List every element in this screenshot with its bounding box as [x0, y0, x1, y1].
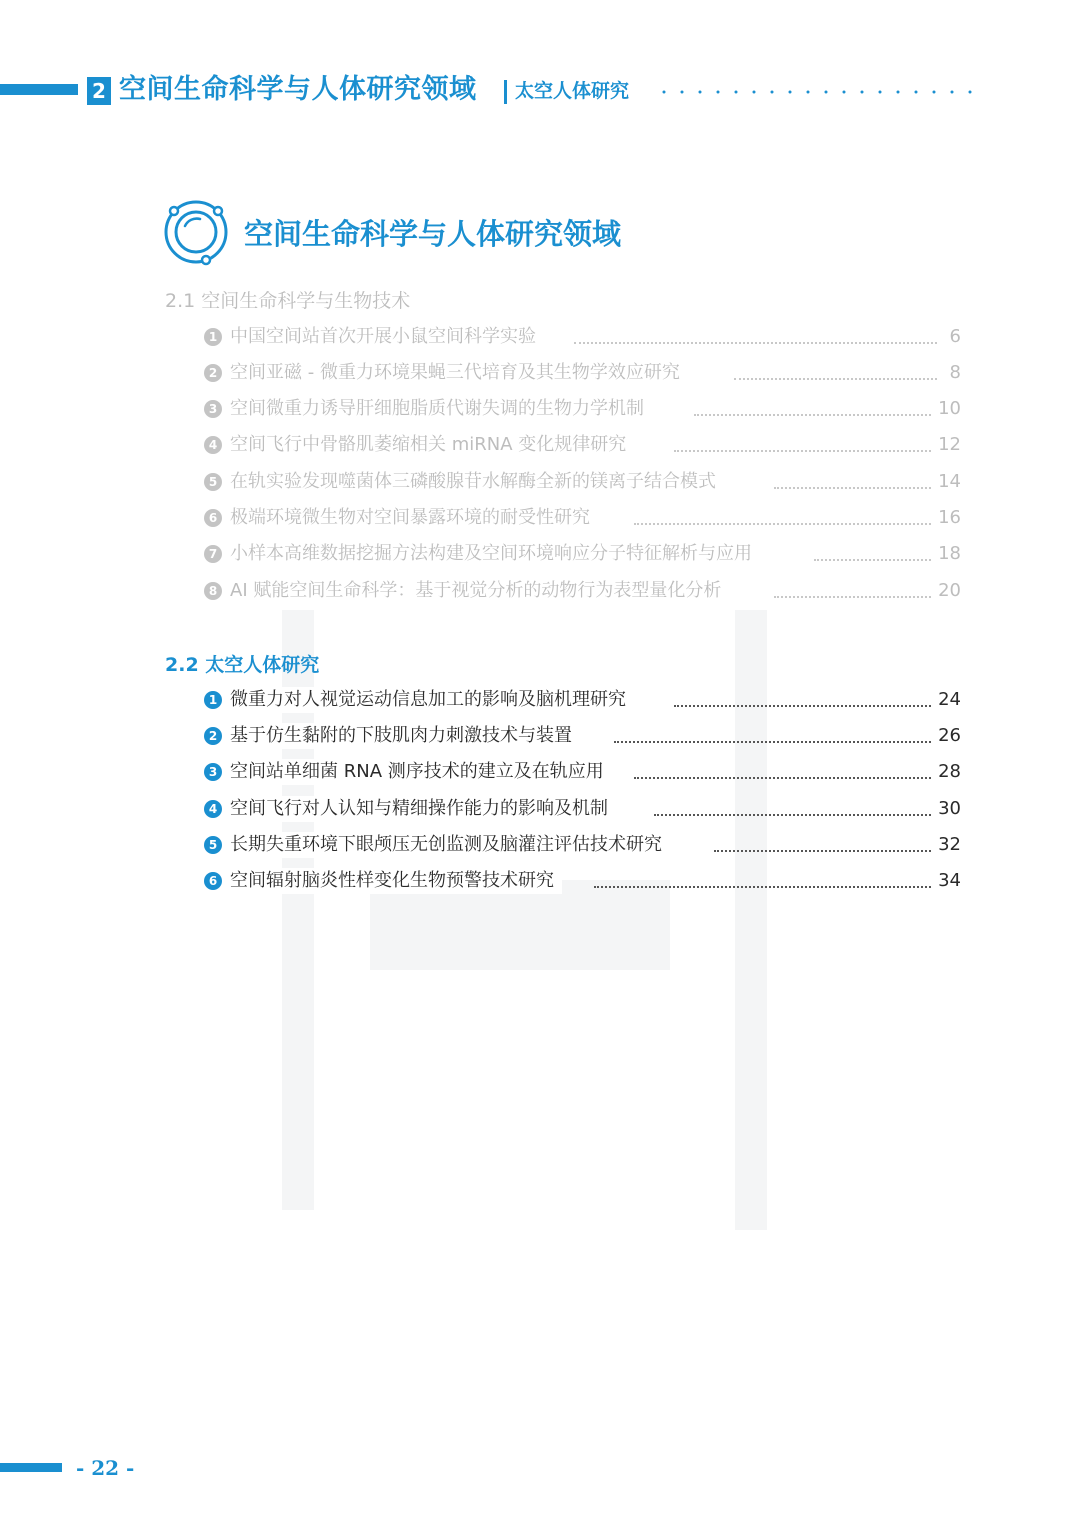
- dotted-leader: [694, 414, 931, 416]
- dotted-leader: [634, 777, 931, 779]
- toc-entry-number: 1: [204, 328, 222, 346]
- toc-entry-label: 空间飞行对人认知与精细操作能力的影响及机制: [230, 796, 616, 822]
- toc-entry-label: 长期失重环境下眼颅压无创监测及脑灌注评估技术研究: [230, 832, 670, 858]
- toc-entry-label: 中国空间站首次开展小鼠空间科学实验: [230, 324, 544, 350]
- chapter-title: 空间生命科学与人体研究领域: [119, 74, 477, 105]
- toc-entry[interactable]: [204, 723, 961, 749]
- toc-entry-label: 小样本高维数据挖掘方法构建及空间环境响应分子特征解析与应用: [230, 541, 760, 567]
- dotted-leader: [594, 886, 931, 888]
- dotted-leader: [634, 523, 931, 525]
- toc-entry-label: 空间亚磁 - 微重力环境果蝇三代培育及其生物学效应研究: [230, 360, 688, 386]
- toc-entry-page: 32: [936, 832, 961, 858]
- toc-entry-page: 8: [948, 360, 961, 386]
- dotted-leader: [774, 596, 931, 598]
- toc-entry-number: 7: [204, 545, 222, 563]
- chapter-number-badge: 2: [87, 77, 111, 105]
- toc-entry-number: 6: [204, 509, 222, 527]
- toc-entry-number: 3: [204, 763, 222, 781]
- toc-entry[interactable]: [204, 505, 961, 531]
- toc-entry[interactable]: [204, 796, 961, 822]
- toc-entry[interactable]: [204, 432, 961, 458]
- toc-entry-label: 空间站单细菌 RNA 测序技术的建立及在轨应用: [230, 759, 612, 785]
- toc-entry-number: 6: [204, 872, 222, 890]
- dotted-leader: [574, 342, 937, 344]
- toc-entry-label: 空间辐射脑炎性样变化生物预警技术研究: [230, 868, 562, 894]
- toc-entry[interactable]: [204, 868, 961, 894]
- orbit-circle-icon: [160, 196, 232, 268]
- toc-entry-page: 28: [936, 759, 961, 785]
- toc-entry-label: AI 赋能空间生命科学：基于视觉分析的动物行为表型量化分析: [230, 578, 729, 604]
- toc-entry[interactable]: [204, 360, 961, 386]
- toc-entry-number: 5: [204, 836, 222, 854]
- toc-entry-number: 1: [204, 691, 222, 709]
- toc-entry-page: 26: [936, 723, 961, 749]
- toc-entry-page: 34: [936, 868, 961, 894]
- dotted-leader: [734, 378, 937, 380]
- toc-group-title[interactable]: 2.2 太空人体研究: [165, 654, 320, 676]
- toc-entry-page: 20: [936, 578, 961, 604]
- header-dotted-line: [660, 88, 990, 96]
- toc-entry[interactable]: [204, 396, 961, 422]
- dotted-leader: [674, 705, 931, 707]
- toc-entry-number: 2: [204, 727, 222, 745]
- dotted-leader: [614, 741, 931, 743]
- toc-group-title[interactable]: 2.1 空间生命科学与生物技术: [165, 290, 411, 312]
- footer-accent-bar: [0, 1463, 62, 1472]
- toc-entry-label: 空间飞行中骨骼肌萎缩相关 miRNA 变化规律研究: [230, 432, 634, 458]
- toc-entry[interactable]: [204, 469, 961, 495]
- toc-entry-page: 14: [936, 469, 961, 495]
- toc-entry-page: 12: [936, 432, 961, 458]
- dotted-leader: [654, 814, 931, 816]
- toc-entry-label: 空间微重力诱导肝细胞脂质代谢失调的生物力学机制: [230, 396, 652, 422]
- toc-entry-label: 在轨实验发现噬菌体三磷酸腺苷水解酶全新的镁离子结合模式: [230, 469, 724, 495]
- page-number: - 22 -: [76, 1456, 135, 1480]
- toc-entry-page: 24: [936, 687, 961, 713]
- toc-entry-page: 18: [936, 541, 961, 567]
- toc-entry-number: 8: [204, 582, 222, 600]
- toc-entry-number: 5: [204, 473, 222, 491]
- toc-entry-label: 微重力对人视觉运动信息加工的影响及脑机理研究: [230, 687, 634, 713]
- toc-entry-number: 2: [204, 364, 222, 382]
- toc-entry[interactable]: [204, 324, 961, 350]
- section-subtitle: 太空人体研究: [515, 80, 630, 102]
- toc-entry-page: 16: [936, 505, 961, 531]
- dotted-leader: [674, 450, 931, 452]
- toc-entry-label: 极端环境微生物对空间暴露环境的耐受性研究: [230, 505, 598, 531]
- toc-entry[interactable]: [204, 687, 961, 713]
- section-title: 空间生命科学与人体研究领域: [244, 217, 622, 251]
- dotted-leader: [774, 487, 931, 489]
- header-separator: [504, 80, 507, 104]
- toc-entry[interactable]: [204, 832, 961, 858]
- toc-entry-page: 10: [936, 396, 961, 422]
- toc-entry-label: 基于仿生黏附的下肢肌肉力刺激技术与装置: [230, 723, 580, 749]
- dotted-leader: [714, 850, 931, 852]
- dotted-leader: [814, 559, 931, 561]
- toc-entry[interactable]: [204, 578, 961, 604]
- toc-entry[interactable]: [204, 541, 961, 567]
- toc-entry-page: 30: [936, 796, 961, 822]
- toc-entry[interactable]: [204, 759, 961, 785]
- toc-entry-number: 4: [204, 436, 222, 454]
- header-accent-bar: [0, 84, 78, 95]
- toc-entry-number: 4: [204, 800, 222, 818]
- toc-entry-number: 3: [204, 400, 222, 418]
- toc-entry-page: 6: [948, 324, 961, 350]
